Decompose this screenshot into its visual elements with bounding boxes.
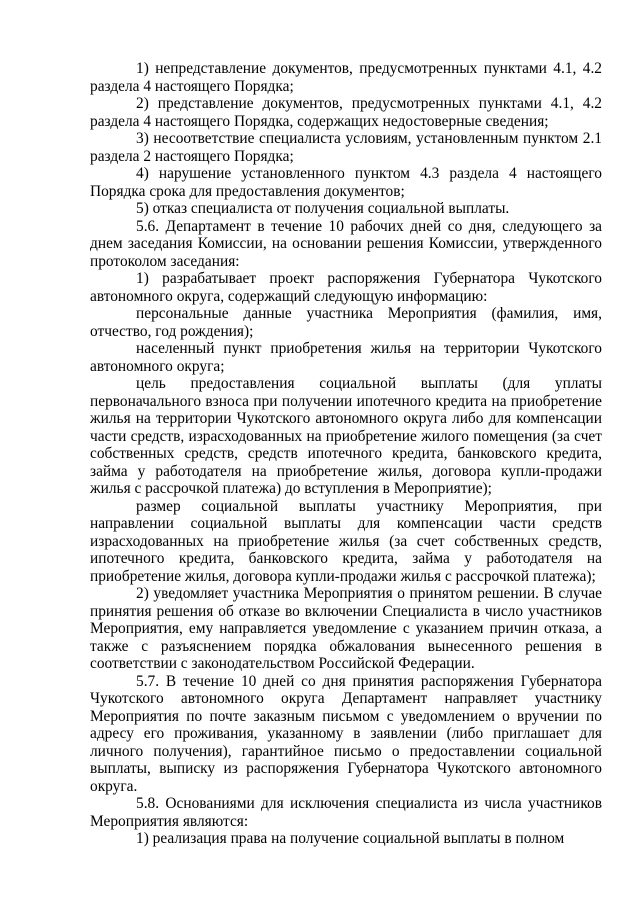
paragraph-section-5-6: 5.6. Департамент в течение 10 рабочих дней со дня, следующего за днем заседания Комиссии, на основании решения Комиссии, утвержденного протоколом заседания: bbox=[90, 217, 602, 270]
paragraph-5-8-item-1: 1) реализация права на получение социальной выплаты в полном bbox=[136, 830, 565, 847]
paragraph-purpose: цель предоставления социальной выплаты (для уплаты первоначального взноса при получении ипотечного кредита на приобретение жилья на территории Чукотского автономного округа либо для компенсации части средств, израсходованных на приобретение жилого помещения (за счет собственных средств, средств ипотечного кредита, банковского кредита, займа у работодателя на приобретение жилья, договора купли-продажи жилья с рассрочкой платежа) до вступления в Мероприятие); bbox=[90, 375, 602, 497]
document-page bbox=[90, 60, 602, 848]
paragraph-settlement: населенный пункт приобретения жилья на территории Чукотского автономного округа; bbox=[90, 340, 602, 375]
paragraph-5-6-item-1: 1) разрабатывает проект распоряжения Губернатора Чукотского автономного округа, содержащий следующую информацию: bbox=[90, 270, 602, 305]
paragraph-item-5: 5) отказ специалиста от получения социальной выплаты. bbox=[136, 200, 510, 217]
paragraph-payment-amount: размер социальной выплаты участнику Мероприятия, при направлении социальной выплаты для компенсации части средств израсходованных на приобретение жилья (за счет собственных средств, ипотечного кредита, банковского кредита, займа у работодателя на приобретение жилья, договора купли-продажи жилья с рассрочкой платежа); bbox=[90, 497, 602, 585]
paragraph-item-2: 2) представление документов, предусмотренных пунктами 4.1, 4.2 раздела 4 настоящего Порядка, содержащих недостоверные сведения; bbox=[90, 95, 602, 130]
paragraph-item-4: 4) нарушение установленного пунктом 4.3 раздела 4 настоящего Порядка срока для предоставления документов; bbox=[90, 165, 602, 200]
paragraph-personal-data: персональные данные участника Мероприятия (фамилия, имя, отчество, год рождения); bbox=[90, 305, 602, 340]
paragraph-5-6-item-2: 2) уведомляет участника Мероприятия о принятом решении. В случае принятия решения об отказе во включении Специалиста в число участников Мероприятия, ему направляется уведомление с указанием причин отказа, а также с разъяснением порядка обжалования вынесенного решения в соответствии с законодательством Российской Федерации. bbox=[90, 585, 602, 672]
paragraph-section-5-7: 5.7. В течение 10 дней со дня принятия распоряжения Губернатора Чукотского автономного округа Департамент направляет участнику Мероприятия по почте заказным письмом с уведомлением о вручении по адресу его проживания, указанному в заявлении (либо приглашает для личного получения), гарантийное письмо о предоставлении социальной выплаты, выписку из распоряжения Губернатора Чукотского автономного округа. bbox=[90, 672, 602, 795]
paragraph-item-1: 1) непредставление документов, предусмотренных пунктами 4.1, 4.2 раздела 4 настоящего Порядка; bbox=[90, 60, 602, 95]
paragraph-section-5-8: 5.8. Основаниями для исключения специалиста из числа участников Мероприятия являются: bbox=[90, 795, 602, 830]
paragraph-item-3: 3) несоответствие специалиста условиям, установленным пунктом 2.1 раздела 2 настоящего Порядка; bbox=[90, 130, 602, 165]
